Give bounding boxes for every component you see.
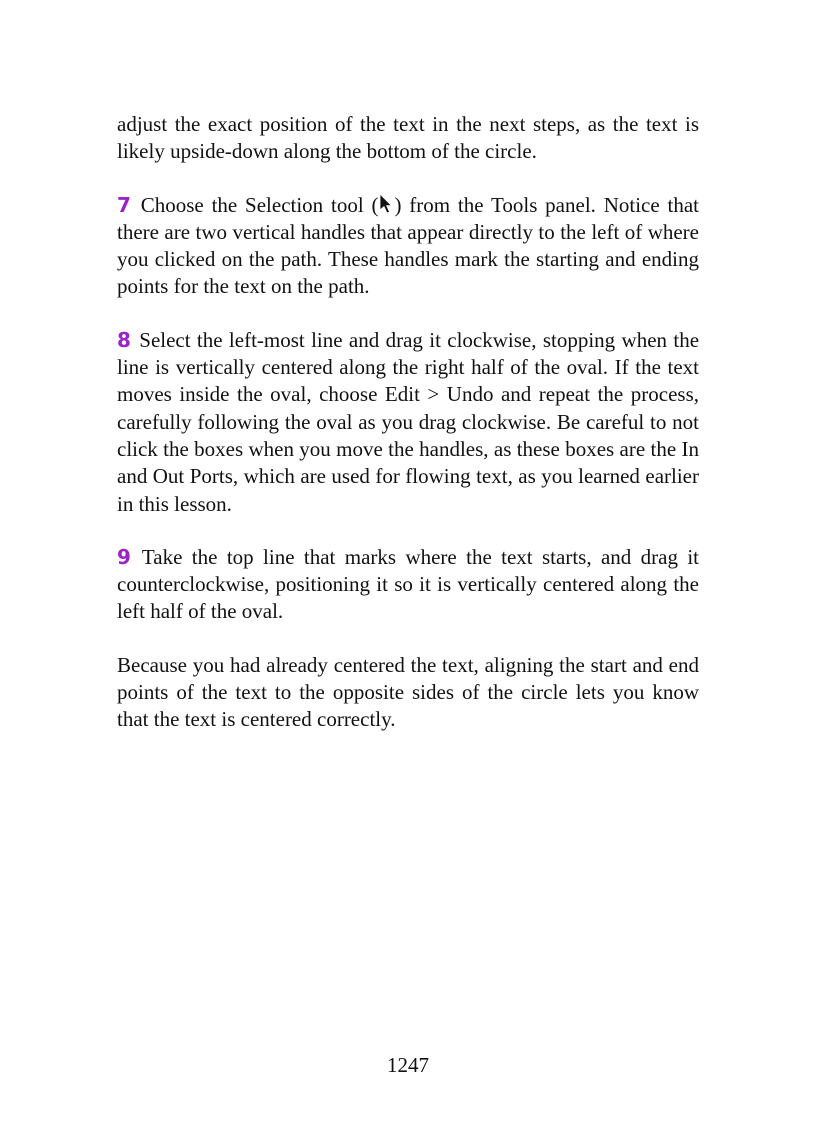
step-8-text: Select the left-most line and drag it clockwise, stopping when the line is vertically centered along the right half of the oval. If the text moves inside the oval, choose Edit > Undo and repeat the process, carefully following the oval as you drag clockwise. Be careful to not click the boxes when you move the handles, as these boxes are the In and Out Ports, which are used for flowing text, as you learned earlier in this lesson. [117,327,700,516]
step-number: 8 [117,327,131,352]
step-7-text-before-icon: Choose the Selection tool ( [140,192,379,217]
step-8-paragraph [117,327,699,518]
selection-arrow-icon [378,193,394,215]
step-9-text: Take the top line that marks where the text starts, and drag it counterclockwise, positioning it so it is vertically centered along the left half of the oval. [117,544,699,624]
page-content [117,111,699,760]
step-number: 7 [117,192,131,217]
page-number: 1247 [387,1053,429,1077]
closing-paragraph [117,652,699,734]
step-7-text-after-icon: ) from the Tools panel. Notice that there are two vertical handles that appear directly to the left of where you clicked on the path. These handles mark the starting and ending points for the text on the path. [117,192,700,299]
intro-text: adjust the exact position of the text in the next steps, as the text is likely upside-down along the bottom of the circle. [117,112,699,164]
intro-paragraph [117,111,699,166]
step-number: 9 [117,544,131,569]
closing-text: Because you had already centered the text, aligning the start and end points of the text to the opposite sides of the circle lets you know that the text is centered correctly. [117,652,699,732]
step-7-paragraph [117,192,699,301]
step-9-paragraph [117,544,699,626]
